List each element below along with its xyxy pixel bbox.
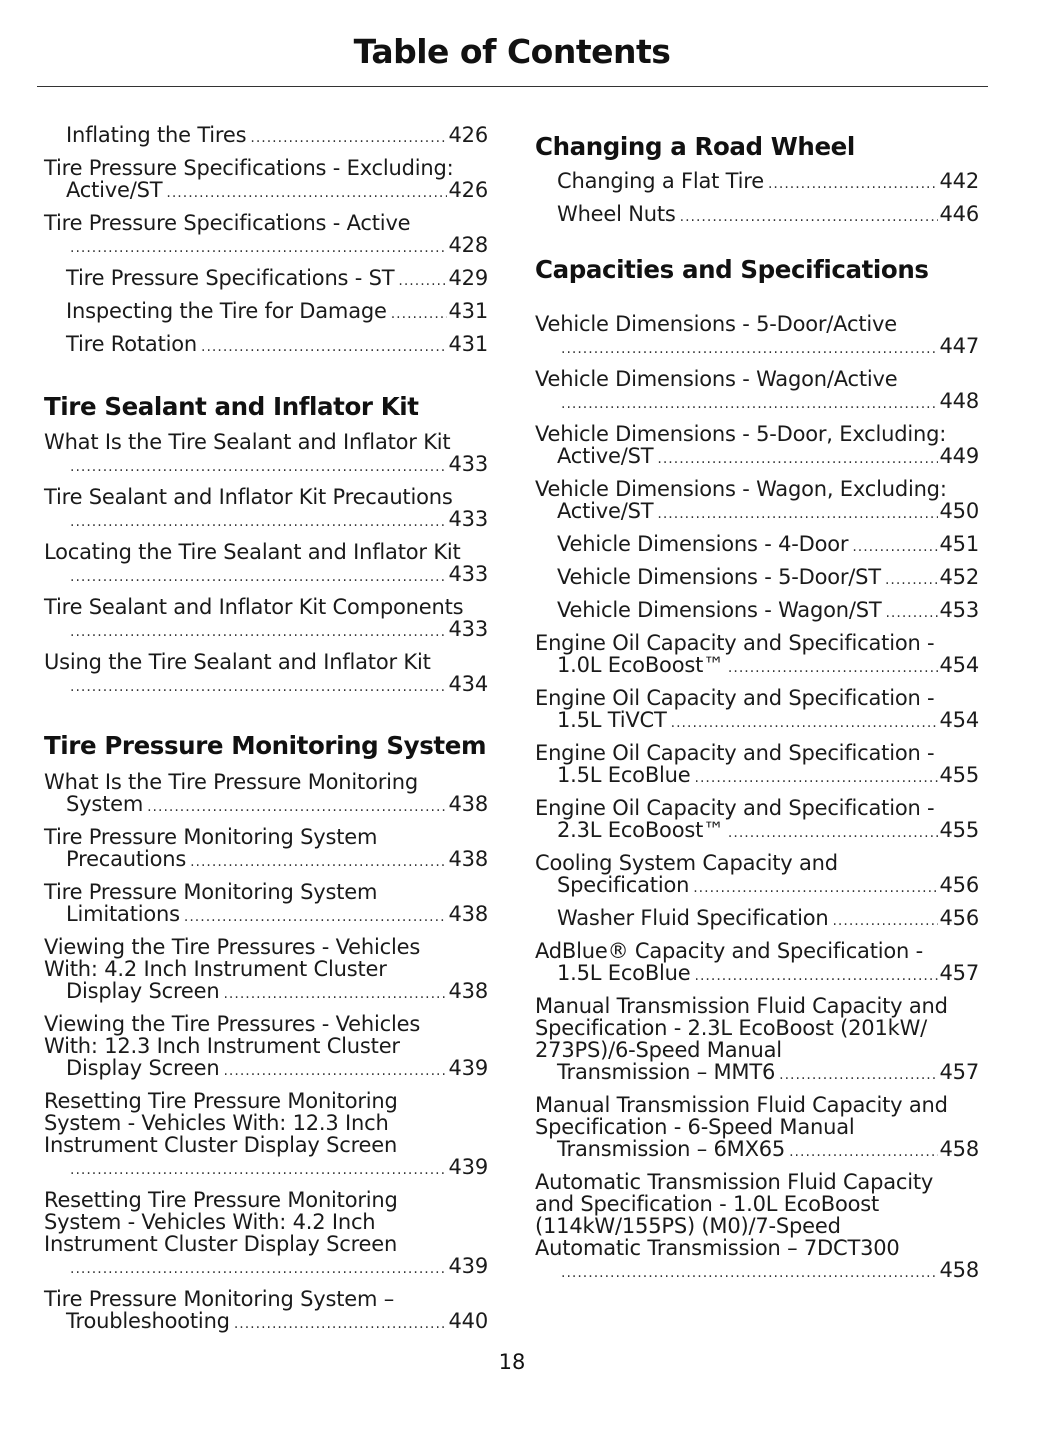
dot-leader <box>680 206 938 228</box>
toc-entry[interactable] <box>535 599 979 624</box>
dot-leader <box>70 237 447 259</box>
toc-entry-title-line: Vehicle Dimensions - 5-Door/Active <box>535 312 897 336</box>
toc-page-number[interactable]: 448 <box>939 389 979 413</box>
dot-leader <box>70 676 447 698</box>
toc-entry-leader-line <box>66 300 488 325</box>
toc-entry-title-line: (114kW/155PS) (M0)/7-Speed <box>535 1214 841 1238</box>
toc-entry[interactable] <box>44 300 488 325</box>
toc-entry[interactable] <box>44 771 488 818</box>
toc-entry-title-line: Engine Oil Capacity and Specification - <box>535 686 935 710</box>
toc-page-number[interactable]: 426 <box>448 123 488 147</box>
toc-entry-title-line: System - Vehicles With: 12.3 Inch <box>44 1111 389 1135</box>
toc-entry[interactable] <box>44 881 488 928</box>
toc-entry-title-line: Tire Pressure Monitoring System – <box>44 1287 394 1311</box>
toc-entry-leader-line <box>557 709 979 734</box>
dot-leader <box>70 1258 447 1280</box>
toc-entry-leader-line <box>557 819 979 844</box>
toc-entry-title-last: Troubleshooting <box>66 1309 230 1333</box>
toc-entry[interactable] <box>535 423 979 470</box>
toc-entry-title-line: Automatic Transmission Fluid Capacity <box>535 1170 934 1194</box>
toc-entry-leader-line <box>557 566 979 591</box>
toc-page-number[interactable]: 455 <box>939 763 979 787</box>
toc-page-number[interactable]: 433 <box>448 617 488 641</box>
toc-page-number[interactable]: 451 <box>939 532 979 556</box>
dot-leader <box>166 182 446 204</box>
toc-entry[interactable] <box>535 203 979 228</box>
page-title: Table of Contents <box>353 32 671 71</box>
toc-entry-title-line: Resetting Tire Pressure Monitoring <box>44 1188 398 1212</box>
toc-entry-title-line: Tire Sealant and Inflator Kit Components <box>44 595 464 619</box>
toc-entry-title-line: Specification - 6-Speed Manual <box>535 1115 855 1139</box>
dot-leader <box>789 1141 937 1163</box>
toc-page-number[interactable]: 431 <box>448 299 488 323</box>
toc-entry[interactable] <box>44 157 488 204</box>
toc-entry-title-line: Manual Transmission Fluid Capacity and <box>535 1093 948 1117</box>
toc-entry[interactable] <box>44 541 488 588</box>
toc-entry-title-line: With: 4.2 Inch Instrument Cluster <box>44 957 387 981</box>
toc-entry-title-line: Automatic Transmission – 7DCT300 <box>535 1236 900 1260</box>
dot-leader <box>184 906 447 928</box>
toc-entry-title-last: 1.0L EcoBoost™ <box>557 653 724 677</box>
toc-page-number[interactable]: 452 <box>939 565 979 589</box>
toc-page-number[interactable]: 433 <box>448 507 488 531</box>
toc-page-number[interactable]: 442 <box>939 169 979 193</box>
toc-entry-leader-line <box>66 618 488 643</box>
toc-entry-title-line: Tire Pressure Monitoring System <box>44 825 378 849</box>
toc-page-number[interactable]: 438 <box>448 847 488 871</box>
toc-right-column <box>535 124 979 1284</box>
toc-entry-leader-line <box>66 793 488 818</box>
toc-page-number[interactable]: 438 <box>448 979 488 1003</box>
toc-entry-title-line: Engine Oil Capacity and Specification - <box>535 741 935 765</box>
toc-entry-leader-line <box>557 599 979 624</box>
toc-entry-title-line: Tire Pressure Monitoring System <box>44 880 378 904</box>
toc-entry[interactable] <box>535 313 979 360</box>
toc-entry-title-last: Active/ST <box>557 499 654 523</box>
dot-leader <box>250 127 446 149</box>
toc-page-number[interactable]: 439 <box>448 1056 488 1080</box>
dot-leader <box>223 1060 446 1082</box>
toc-entry-title-last: Display Screen <box>66 1056 220 1080</box>
toc-entry-title-last: Tire Pressure Specifications - ST <box>66 266 395 290</box>
toc-page-number[interactable]: 455 <box>939 818 979 842</box>
toc-entry-title-line: Tire Sealant and Inflator Kit Precautions <box>44 485 453 509</box>
toc-page-number[interactable]: 439 <box>448 1254 488 1278</box>
toc-entry[interactable] <box>535 995 979 1086</box>
toc-entry[interactable] <box>535 687 979 734</box>
toc-entry-leader-line <box>66 1255 488 1280</box>
toc-entry-leader-line <box>557 654 979 679</box>
toc-entry-leader-line <box>66 508 488 533</box>
toc-entry-leader-line <box>557 203 979 228</box>
toc-entry[interactable] <box>535 852 979 899</box>
dot-leader <box>147 796 446 818</box>
toc-entry-title-line: Specification - 2.3L EcoBoost (201kW/ <box>535 1016 928 1040</box>
dot-leader <box>70 566 447 588</box>
toc-page-number[interactable]: 450 <box>939 499 979 523</box>
toc-page-number[interactable]: 456 <box>939 873 979 897</box>
toc-page-number[interactable]: 439 <box>448 1155 488 1179</box>
toc-entry-title-last: 1.5L TiVCT <box>557 708 667 732</box>
toc-entry-leader-line <box>557 335 979 360</box>
dot-leader <box>70 621 447 643</box>
toc-entry-title-line: System - Vehicles With: 4.2 Inch <box>44 1210 376 1234</box>
toc-page-number[interactable]: 458 <box>939 1258 979 1282</box>
toc-entry-leader-line <box>66 124 488 149</box>
dot-leader <box>852 536 937 558</box>
toc-page-number[interactable]: 456 <box>939 906 979 930</box>
dot-leader <box>728 822 938 844</box>
toc-entry[interactable] <box>44 124 488 149</box>
toc-page-number[interactable]: 434 <box>448 672 488 696</box>
toc-entry-leader-line <box>66 1310 488 1335</box>
dot-leader <box>398 270 446 292</box>
toc-entry[interactable] <box>44 212 488 259</box>
toc-entry-leader-line <box>557 170 979 195</box>
toc-entry[interactable] <box>44 267 488 292</box>
dot-leader <box>693 877 937 899</box>
toc-entry-title-line: Cooling System Capacity and <box>535 851 838 875</box>
toc-entry-title-last: Active/ST <box>557 444 654 468</box>
toc-entry-leader-line <box>66 673 488 698</box>
section-heading-capacities: Capacities and Specifications <box>535 255 929 284</box>
toc-entry-title-line: What Is the Tire Pressure Monitoring <box>44 770 419 794</box>
toc-entry-leader-line <box>557 907 979 932</box>
toc-page-number[interactable]: 449 <box>939 444 979 468</box>
dot-leader <box>695 965 938 987</box>
toc-entry[interactable] <box>44 431 488 478</box>
toc-entry[interactable] <box>44 486 488 533</box>
toc-entry-title-last: Tire Rotation <box>66 332 198 356</box>
toc-entry-leader-line <box>557 1259 979 1284</box>
toc-group-wheel <box>535 170 979 228</box>
toc-entry-title-last: Limitations <box>66 902 180 926</box>
toc-entry[interactable] <box>44 1288 488 1335</box>
toc-entry-title-line: and Specification - 1.0L EcoBoost <box>535 1192 880 1216</box>
dot-leader <box>234 1313 447 1335</box>
toc-entry-leader-line <box>557 1061 979 1086</box>
toc-entry-leader-line <box>66 1156 488 1181</box>
dot-leader <box>561 393 938 415</box>
toc-entry-title-last: Transmission – 6MX65 <box>557 1137 786 1161</box>
toc-entry-title-line: 273PS)/6-Speed Manual <box>535 1038 782 1062</box>
dot-leader <box>657 448 937 470</box>
toc-entry[interactable] <box>44 1189 488 1280</box>
toc-entry[interactable] <box>535 797 979 844</box>
toc-page-number[interactable]: 438 <box>448 792 488 816</box>
toc-entry-title-last: Changing a Flat Tire <box>557 169 764 193</box>
dot-leader <box>561 338 938 360</box>
toc-entry[interactable] <box>44 1013 488 1082</box>
toc-entry-leader-line <box>557 1138 979 1163</box>
toc-entry-title-last: Vehicle Dimensions - 4-Door <box>557 532 849 556</box>
section-heading-wheel: Changing a Road Wheel <box>535 132 855 161</box>
section-heading-sealant: Tire Sealant and Inflator Kit <box>44 392 419 421</box>
toc-group-tires <box>44 124 488 358</box>
toc-entry-title-line: What Is the Tire Sealant and Inflator Kit <box>44 430 451 454</box>
dot-leader <box>728 657 938 679</box>
toc-entry-leader-line <box>557 874 979 899</box>
dot-leader <box>657 503 937 525</box>
toc-page-number[interactable]: 440 <box>448 1309 488 1333</box>
toc-entry[interactable] <box>535 566 979 591</box>
toc-page-number[interactable]: 446 <box>939 202 979 226</box>
dot-leader <box>561 1262 938 1284</box>
toc-entry-title-line: Manual Transmission Fluid Capacity and <box>535 994 948 1018</box>
toc-entry-leader-line <box>557 533 979 558</box>
toc-entry[interactable] <box>535 533 979 558</box>
toc-entry-title-line: Engine Oil Capacity and Specification - <box>535 796 935 820</box>
toc-page-number[interactable]: 438 <box>448 902 488 926</box>
dot-leader <box>223 983 446 1005</box>
toc-entry-title-line: Using the Tire Sealant and Inflator Kit <box>44 650 431 674</box>
toc-entry-title-line: Instrument Cluster Display Screen <box>44 1232 398 1256</box>
toc-page-number[interactable]: 454 <box>939 653 979 677</box>
toc-entry-title-last: Display Screen <box>66 979 220 1003</box>
dot-leader <box>391 303 447 325</box>
dot-leader <box>70 511 447 533</box>
toc-entry-leader-line <box>66 333 488 358</box>
toc-entry-title-line: Tire Pressure Specifications - Excluding: <box>44 156 454 180</box>
toc-entry-title-line: Viewing the Tire Pressures - Vehicles <box>44 935 421 959</box>
toc-entry[interactable] <box>535 742 979 789</box>
dot-leader <box>885 602 937 624</box>
dot-leader <box>70 456 447 478</box>
toc-entry-leader-line <box>66 848 488 873</box>
page-number: 18 <box>498 1350 526 1374</box>
toc-entry-title-line: Locating the Tire Sealant and Inflator Kit <box>44 540 461 564</box>
dot-leader <box>671 712 938 734</box>
toc-entry-leader-line <box>66 980 488 1005</box>
toc-entry-leader-line <box>557 500 979 525</box>
toc-entry[interactable] <box>535 1171 979 1284</box>
dot-leader <box>695 767 938 789</box>
dot-leader <box>70 1159 447 1181</box>
toc-entry[interactable] <box>44 651 488 698</box>
toc-page-number[interactable]: 447 <box>939 334 979 358</box>
toc-entry-title-line: Tire Pressure Specifications - Active <box>44 211 411 235</box>
toc-page-number[interactable]: 433 <box>448 452 488 476</box>
toc-entry-title-line: Viewing the Tire Pressures - Vehicles <box>44 1012 421 1036</box>
toc-page-number[interactable]: 431 <box>448 332 488 356</box>
toc-entry-title-last: Washer Fluid Specification <box>557 906 829 930</box>
toc-entry-title-line: Engine Oil Capacity and Specification - <box>535 631 935 655</box>
toc-entry[interactable] <box>535 907 979 932</box>
dot-leader <box>768 173 938 195</box>
toc-entry-title-last: System <box>66 792 144 816</box>
toc-page-number[interactable]: 454 <box>939 708 979 732</box>
toc-entry-title-line: Vehicle Dimensions - Wagon/Active <box>535 367 898 391</box>
toc-entry-title-last: 1.5L EcoBlue <box>557 961 691 985</box>
toc-entry-leader-line <box>66 234 488 259</box>
toc-entry-title-last: 1.5L EcoBlue <box>557 763 691 787</box>
toc-entry[interactable] <box>535 940 979 987</box>
dot-leader <box>201 336 447 358</box>
dot-leader <box>832 910 937 932</box>
toc-left-column <box>44 124 488 1335</box>
toc-entry[interactable] <box>44 936 488 1005</box>
toc-entry-leader-line <box>66 453 488 478</box>
toc-group-tpms <box>44 771 488 1335</box>
toc-entry[interactable] <box>44 596 488 643</box>
toc-entry-title-last: Precautions <box>66 847 187 871</box>
toc-entry-leader-line <box>557 764 979 789</box>
toc-page-number[interactable]: 426 <box>448 178 488 202</box>
dot-leader <box>779 1064 937 1086</box>
toc-entry-title-line: Resetting Tire Pressure Monitoring <box>44 1089 398 1113</box>
toc-entry-leader-line <box>66 563 488 588</box>
toc-entry-title-last: Inspecting the Tire for Damage <box>66 299 387 323</box>
toc-entry-title-last: Wheel Nuts <box>557 202 676 226</box>
toc-page-number[interactable]: 457 <box>939 961 979 985</box>
toc-entry-title-last: Inflating the Tires <box>66 123 247 147</box>
dot-leader <box>190 851 446 873</box>
toc-entry-title-line: Vehicle Dimensions - Wagon, Excluding: <box>535 477 947 501</box>
toc-entry[interactable] <box>535 368 979 415</box>
section-heading-tpms: Tire Pressure Monitoring System <box>44 731 487 760</box>
toc-entry-leader-line <box>557 445 979 470</box>
toc-entry[interactable] <box>535 170 979 195</box>
toc-entry-title-last: 2.3L EcoBoost™ <box>557 818 724 842</box>
toc-group-capacities <box>535 313 979 1284</box>
toc-entry[interactable] <box>44 333 488 358</box>
toc-entry-title-line: AdBlue® Capacity and Specification - <box>535 939 923 963</box>
toc-entry-title-last: Vehicle Dimensions - Wagon/ST <box>557 598 882 622</box>
toc-entry-title-last: Transmission – MMT6 <box>557 1060 776 1084</box>
toc-page-number[interactable]: 453 <box>939 598 979 622</box>
toc-entry-leader-line <box>557 962 979 987</box>
toc-entry-leader-line <box>66 903 488 928</box>
toc-entry-title-line: Instrument Cluster Display Screen <box>44 1133 398 1157</box>
toc-entry-leader-line <box>66 267 488 292</box>
toc-page-number[interactable]: 428 <box>448 233 488 257</box>
toc-entry-title-last: Specification <box>557 873 690 897</box>
toc-entry-title-line: Vehicle Dimensions - 5-Door, Excluding: <box>535 422 947 446</box>
toc-entry[interactable] <box>535 1094 979 1163</box>
dot-leader <box>885 569 938 591</box>
toc-entry[interactable] <box>535 632 979 679</box>
toc-entry-title-last: Active/ST <box>66 178 163 202</box>
title-divider <box>37 86 988 87</box>
toc-entry[interactable] <box>44 1090 488 1181</box>
toc-entry-title-line: With: 12.3 Inch Instrument Cluster <box>44 1034 400 1058</box>
toc-page-number[interactable]: 458 <box>939 1137 979 1161</box>
toc-entry-leader-line <box>66 1057 488 1082</box>
toc-entry-leader-line <box>66 179 488 204</box>
toc-page-number[interactable]: 429 <box>448 266 488 290</box>
toc-entry[interactable] <box>535 478 979 525</box>
toc-entry-title-last: Vehicle Dimensions - 5-Door/ST <box>557 565 881 589</box>
toc-entry[interactable] <box>44 826 488 873</box>
toc-page-number[interactable]: 457 <box>939 1060 979 1084</box>
toc-entry-leader-line <box>557 390 979 415</box>
toc-page-number[interactable]: 433 <box>448 562 488 586</box>
toc-group-sealant <box>44 431 488 698</box>
